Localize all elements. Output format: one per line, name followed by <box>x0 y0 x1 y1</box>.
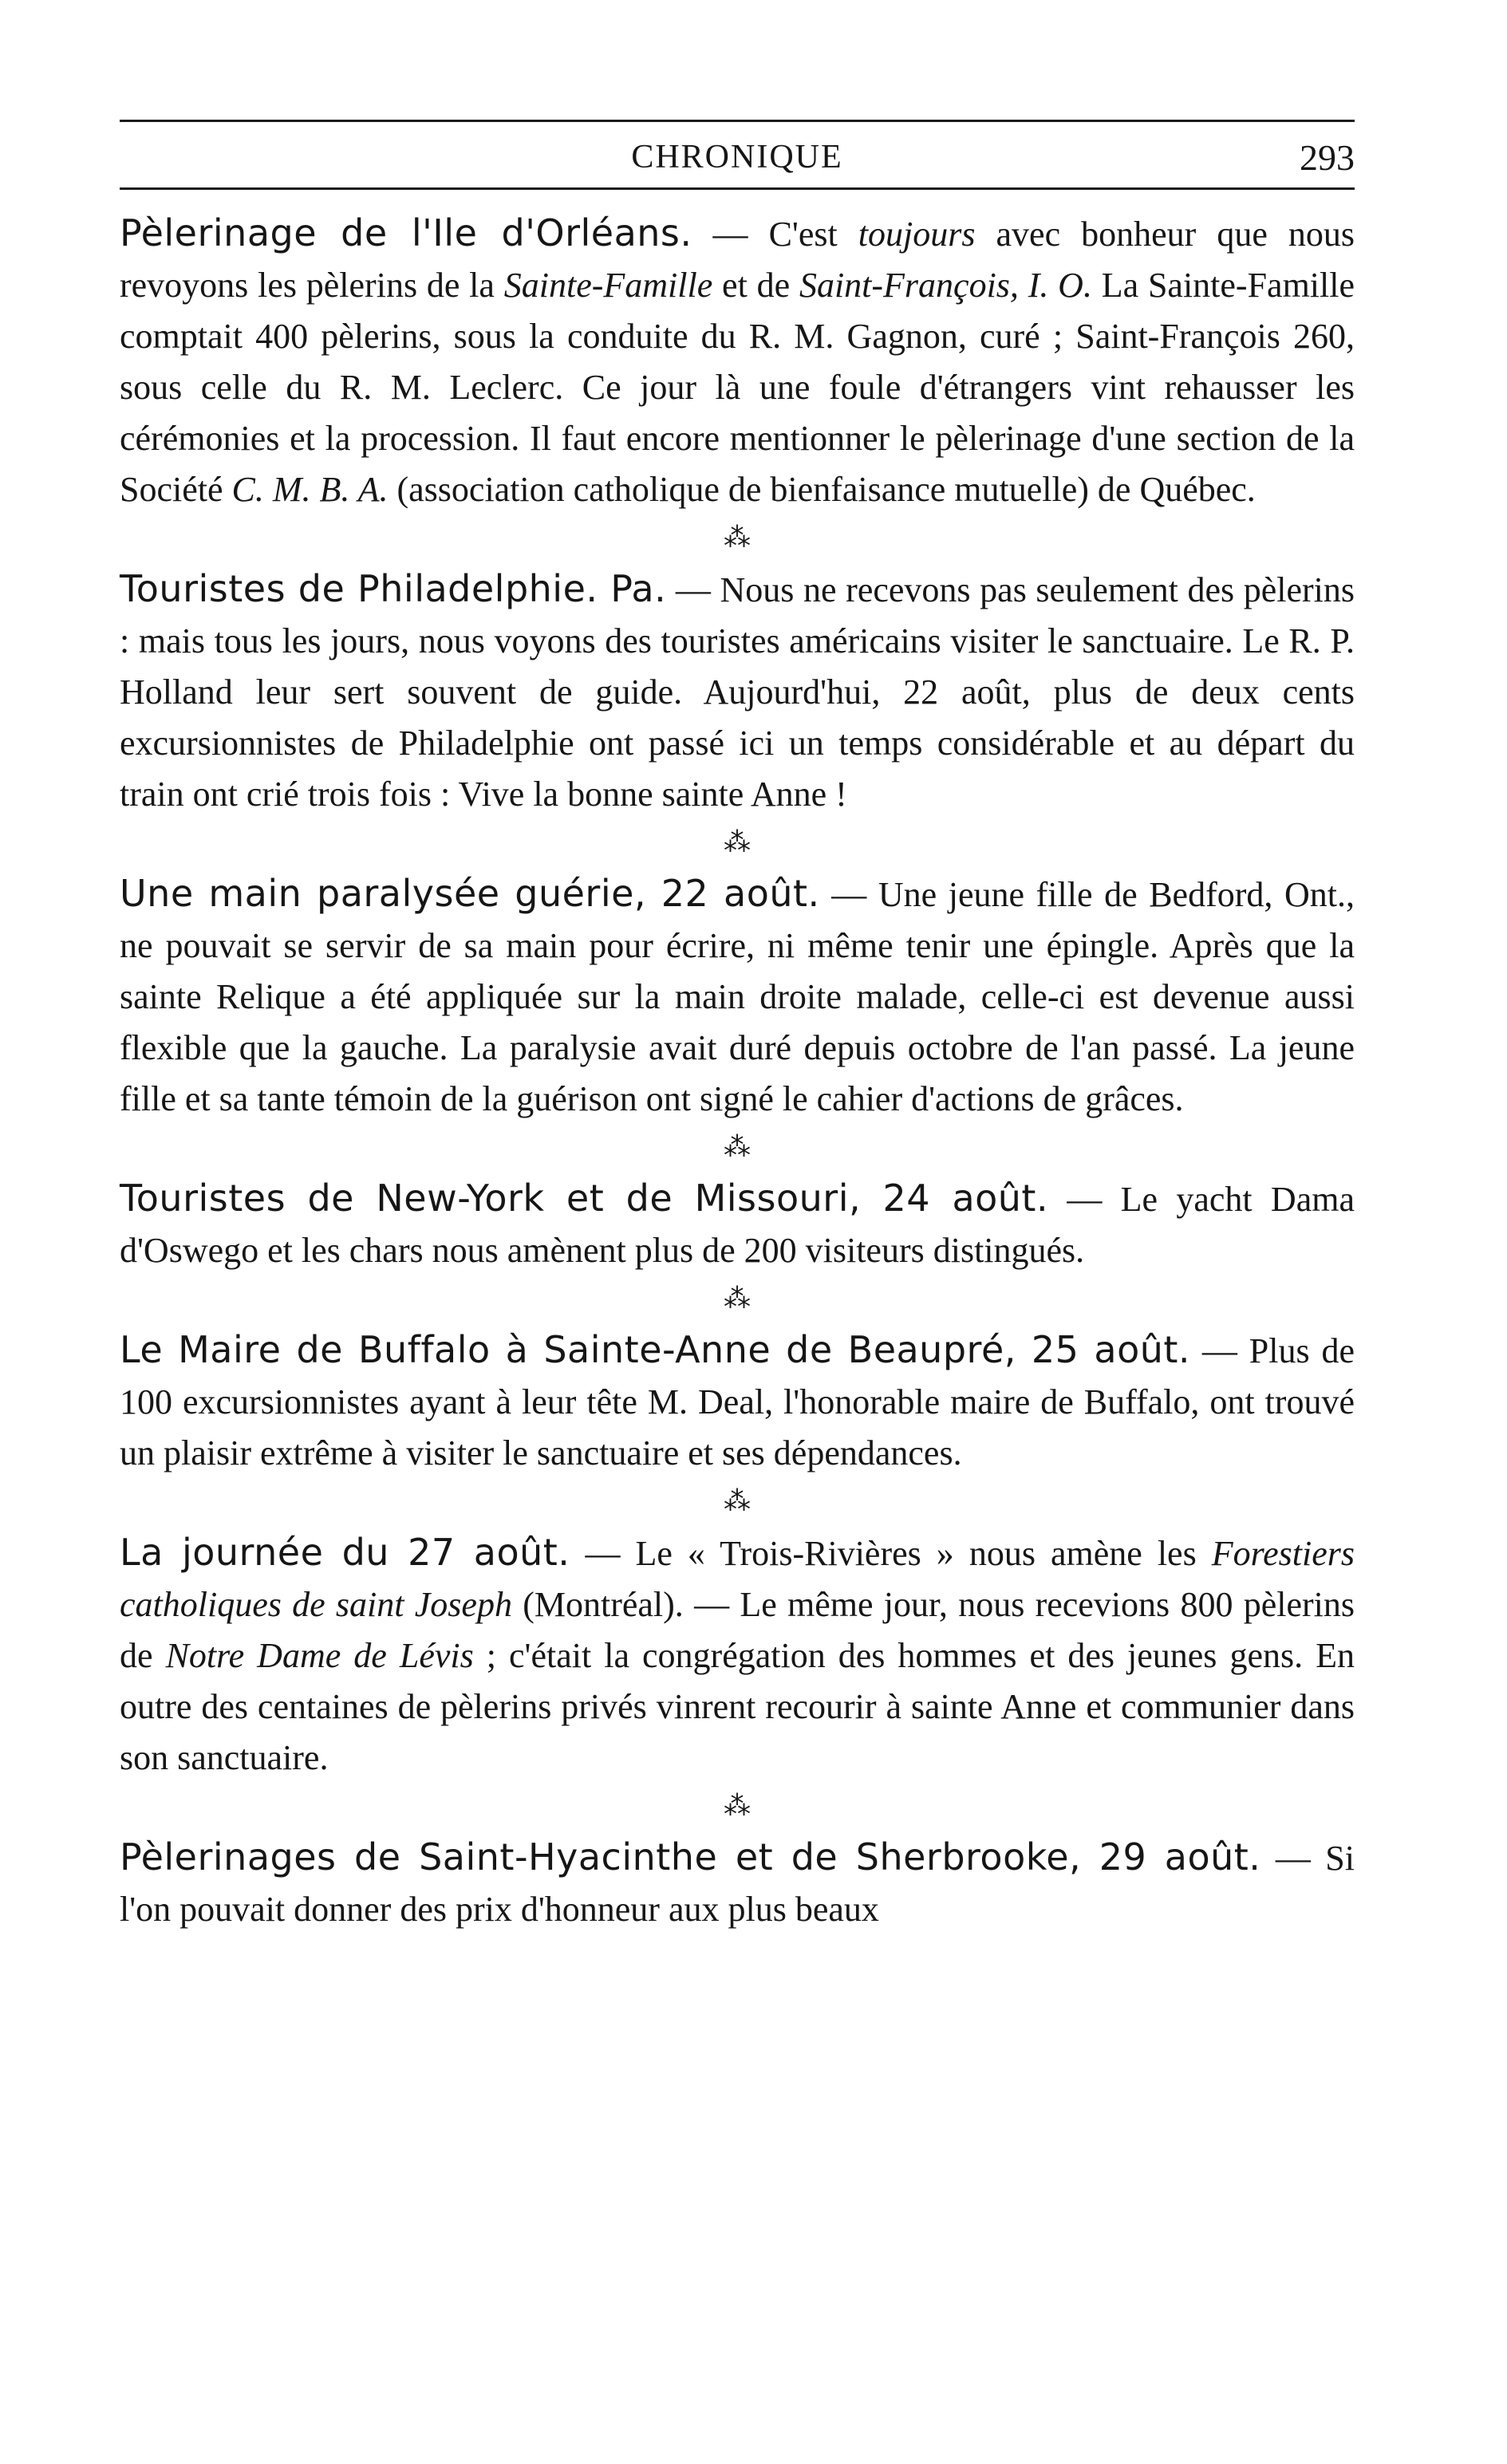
entry-heading: Une main paralysée guérie, 22 août. <box>120 872 820 915</box>
chronicle-entry <box>120 207 1355 515</box>
section-separator-icon: ⁂ <box>724 1131 751 1163</box>
entry-heading: Touristes de New-York et de Missouri, 24 août. <box>120 1177 1049 1220</box>
entry-text: et de <box>712 266 799 305</box>
entry-text-italic: toujours <box>858 215 976 254</box>
entry-text-italic: Notre Dame de Lévis <box>165 1636 474 1675</box>
entry-text: — Plus de 100 excursionnistes ayant à leur tête M. Deal, l'honorable maire de Buffalo, ont trouvé un plaisir extrême à visiter le sanctuaire et ses dépendances. <box>120 1331 1355 1472</box>
chronicle-entry <box>120 563 1355 820</box>
page-number: 293 <box>1300 137 1355 178</box>
entry-text-italic: Saint-François, I. O. <box>799 266 1092 305</box>
chronicle-entry <box>120 1527 1355 1784</box>
running-title: CHRONIQUE <box>631 139 843 175</box>
section-separator-icon: ⁂ <box>724 522 751 554</box>
entry-text: — Si l'on pouvait donner des prix d'honneur aux plus beaux <box>120 1839 1355 1929</box>
chronicle-entry <box>120 1173 1355 1276</box>
entry-text: avec bonheur que nous revoyons les pèlerins de la <box>120 215 1355 305</box>
entry-text: — C'est <box>692 215 858 254</box>
entry-text: (Montréal). — Le même jour, nous recevions 800 pèlerins de <box>120 1585 1355 1675</box>
header-rule-bottom <box>120 187 1355 190</box>
entry-text: ; c'était la congrégation des hommes et des jeunes gens. En outre des centaines de pèlerins privés vinrent recourir à sainte Anne et communier dans son sanctuaire. <box>120 1636 1355 1777</box>
entry-heading: Pèlerinage de l'Ile d'Orléans. <box>120 211 692 254</box>
chronicle-entry <box>120 1831 1355 1935</box>
section-separator-icon: ⁂ <box>724 1283 751 1315</box>
running-head <box>120 122 1355 187</box>
section-separator-icon: ⁂ <box>724 826 751 858</box>
entry-text: — Le yacht Dama d'Oswego et les chars nous amènent plus de 200 visiteurs distingués. <box>120 1180 1355 1270</box>
book-page <box>120 120 1355 1935</box>
entry-heading: Pèlerinages de Saint-Hyacinthe et de Sherbrooke, 29 août. <box>120 1835 1261 1879</box>
entry-heading: Touristes de Philadelphie. Pa. <box>120 567 667 610</box>
chronicle-entry <box>120 868 1355 1125</box>
entry-text: — Une jeune fille de Bedford, Ont., ne pouvait se servir de sa main pour écrire, ni même tenir une épingle. Après que la sainte Relique a été appliquée sur la main droite malade, celle-ci est devenue aussi flexible que la gauche. La paralysie avait duré depuis octobre de l'an passé. La jeune fille et sa tante témoin de la guérison ont signé le cahier d'actions de grâces. <box>120 875 1355 1118</box>
entry-text-italic: Forestiers catholiques de saint Joseph <box>120 1534 1355 1624</box>
entry-text: (association catholique de bienfaisance mutuelle) de Québec. <box>388 470 1256 509</box>
entry-text: — Le « Trois-Rivières » nous amène les <box>570 1534 1212 1573</box>
entry-heading: La journée du 27 août. <box>120 1531 570 1574</box>
entry-text: — Nous ne recevons pas seulement des pèlerins : mais tous les jours, nous voyons des touristes américains visiter le sanctuaire. Le R. P. Holland leur sert souvent de guide. Aujourd'hui, 22 août, plus de deux cents excursionnistes de Philadelphie ont passé ici un temps considérable et au départ du train ont crié trois fois : Vive la bonne sainte Anne ! <box>120 570 1355 814</box>
chronicle-entries <box>120 207 1355 1935</box>
entry-text-italic: C. M. B. A. <box>231 470 389 509</box>
section-separator-icon: ⁂ <box>724 1790 751 1822</box>
section-separator-icon: ⁂ <box>724 1485 751 1517</box>
entry-heading: Le Maire de Buffalo à Sainte-Anne de Beaupré, 25 août. <box>120 1328 1191 1371</box>
entry-text-italic: Sainte-Famille <box>503 266 713 305</box>
entry-text: La Sainte-Famille comptait 400 pèlerins, sous la conduite du R. M. Gagnon, curé ; Saint-François 260, sous celle du R. M. Leclerc. Ce jour là une foule d'étrangers vint rehausser les cérémonies et la procession. Il faut encore mentionner le pèlerinage d'une section de la Société <box>120 266 1355 509</box>
chronicle-entry <box>120 1324 1355 1479</box>
